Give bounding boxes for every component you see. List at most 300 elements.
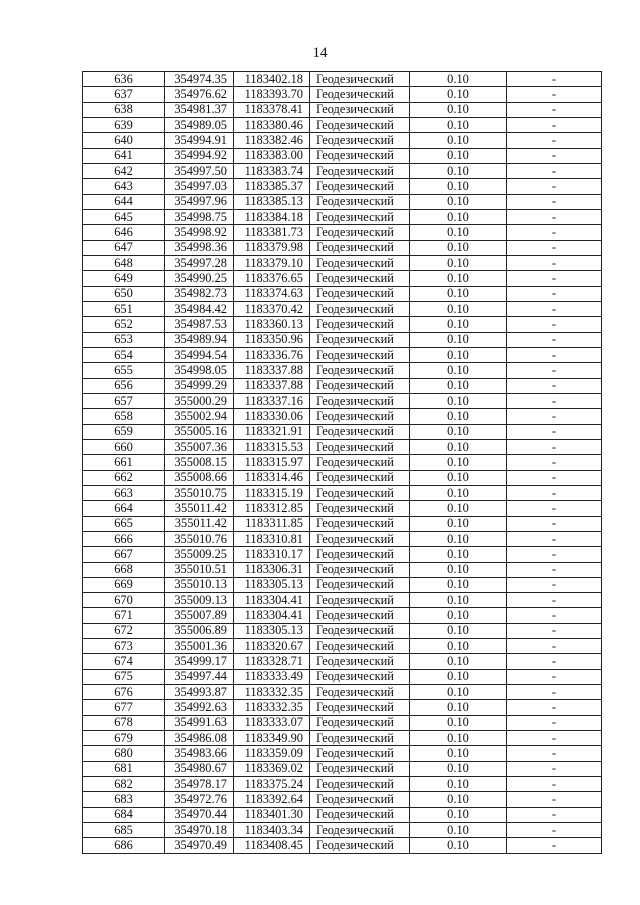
point-number-cell: 646 (83, 225, 165, 240)
accuracy-cell: 0.10 (410, 225, 507, 240)
note-cell: - (507, 792, 602, 807)
y-coordinate-cell: 1183369.02 (234, 761, 310, 776)
table-row (83, 685, 602, 700)
note-cell: - (507, 608, 602, 623)
note-cell: - (507, 194, 602, 209)
table-row (83, 72, 602, 87)
note-cell: - (507, 393, 602, 408)
y-coordinate-cell: 1183379.10 (234, 255, 310, 270)
table-row (83, 209, 602, 224)
note-cell: - (507, 547, 602, 562)
note-cell: - (507, 317, 602, 332)
table-row (83, 194, 602, 209)
table-row (83, 746, 602, 761)
table-row (83, 623, 602, 638)
point-number-cell: 645 (83, 209, 165, 224)
y-coordinate-cell: 1183383.74 (234, 163, 310, 178)
x-coordinate-cell: 355002.94 (165, 409, 234, 424)
note-cell: - (507, 102, 602, 117)
point-number-cell: 640 (83, 133, 165, 148)
method-cell: Геодезический (310, 547, 410, 562)
accuracy-cell: 0.10 (410, 317, 507, 332)
y-coordinate-cell: 1183385.37 (234, 179, 310, 194)
accuracy-cell: 0.10 (410, 685, 507, 700)
method-cell: Геодезический (310, 516, 410, 531)
accuracy-cell: 0.10 (410, 761, 507, 776)
point-number-cell: 650 (83, 286, 165, 301)
x-coordinate-cell: 354998.75 (165, 209, 234, 224)
point-number-cell: 653 (83, 332, 165, 347)
point-number-cell: 667 (83, 547, 165, 562)
y-coordinate-cell: 1183328.71 (234, 654, 310, 669)
note-cell: - (507, 639, 602, 654)
table-row (83, 179, 602, 194)
point-number-cell: 684 (83, 807, 165, 822)
table-row (83, 669, 602, 684)
point-number-cell: 647 (83, 240, 165, 255)
point-number-cell: 677 (83, 700, 165, 715)
accuracy-cell: 0.10 (410, 163, 507, 178)
x-coordinate-cell: 354984.42 (165, 301, 234, 316)
accuracy-cell: 0.10 (410, 731, 507, 746)
note-cell: - (507, 347, 602, 362)
x-coordinate-cell: 355011.42 (165, 501, 234, 516)
table-row (83, 562, 602, 577)
coordinates-table (82, 71, 602, 854)
method-cell: Геодезический (310, 347, 410, 362)
x-coordinate-cell: 355011.42 (165, 516, 234, 531)
x-coordinate-cell: 355010.13 (165, 577, 234, 592)
point-number-cell: 666 (83, 531, 165, 546)
accuracy-cell: 0.10 (410, 562, 507, 577)
method-cell: Геодезический (310, 179, 410, 194)
x-coordinate-cell: 354974.35 (165, 72, 234, 87)
accuracy-cell: 0.10 (410, 485, 507, 500)
method-cell: Геодезический (310, 102, 410, 117)
point-number-cell: 665 (83, 516, 165, 531)
accuracy-cell: 0.10 (410, 347, 507, 362)
y-coordinate-cell: 1183349.90 (234, 731, 310, 746)
y-coordinate-cell: 1183311.85 (234, 516, 310, 531)
note-cell: - (507, 225, 602, 240)
y-coordinate-cell: 1183310.81 (234, 531, 310, 546)
y-coordinate-cell: 1183408.45 (234, 838, 310, 853)
table-row (83, 301, 602, 316)
point-number-cell: 636 (83, 72, 165, 87)
accuracy-cell: 0.10 (410, 807, 507, 822)
y-coordinate-cell: 1183359.09 (234, 746, 310, 761)
y-coordinate-cell: 1183380.46 (234, 117, 310, 132)
method-cell: Геодезический (310, 133, 410, 148)
note-cell: - (507, 117, 602, 132)
point-number-cell: 649 (83, 271, 165, 286)
method-cell: Геодезический (310, 470, 410, 485)
note-cell: - (507, 332, 602, 347)
point-number-cell: 681 (83, 761, 165, 776)
x-coordinate-cell: 355010.76 (165, 531, 234, 546)
method-cell: Геодезический (310, 225, 410, 240)
y-coordinate-cell: 1183310.17 (234, 547, 310, 562)
note-cell: - (507, 777, 602, 792)
note-cell: - (507, 685, 602, 700)
point-number-cell: 654 (83, 347, 165, 362)
note-cell: - (507, 761, 602, 776)
x-coordinate-cell: 355001.36 (165, 639, 234, 654)
point-number-cell: 670 (83, 593, 165, 608)
point-number-cell: 674 (83, 654, 165, 669)
x-coordinate-cell: 354976.62 (165, 87, 234, 102)
point-number-cell: 678 (83, 715, 165, 730)
note-cell: - (507, 715, 602, 730)
note-cell: - (507, 562, 602, 577)
note-cell: - (507, 501, 602, 516)
x-coordinate-cell: 354972.76 (165, 792, 234, 807)
table-row (83, 409, 602, 424)
x-coordinate-cell: 354970.18 (165, 823, 234, 838)
x-coordinate-cell: 354981.37 (165, 102, 234, 117)
point-number-cell: 659 (83, 424, 165, 439)
point-number-cell: 673 (83, 639, 165, 654)
table-row (83, 378, 602, 393)
method-cell: Геодезический (310, 577, 410, 592)
note-cell: - (507, 87, 602, 102)
point-number-cell: 683 (83, 792, 165, 807)
table-row (83, 807, 602, 822)
table-row (83, 823, 602, 838)
x-coordinate-cell: 354997.96 (165, 194, 234, 209)
method-cell: Геодезический (310, 117, 410, 132)
y-coordinate-cell: 1183402.18 (234, 72, 310, 87)
coordinates-table-body (83, 72, 602, 854)
accuracy-cell: 0.10 (410, 746, 507, 761)
note-cell: - (507, 807, 602, 822)
point-number-cell: 661 (83, 455, 165, 470)
x-coordinate-cell: 355007.36 (165, 439, 234, 454)
method-cell: Геодезический (310, 148, 410, 163)
y-coordinate-cell: 1183320.67 (234, 639, 310, 654)
point-number-cell: 685 (83, 823, 165, 838)
y-coordinate-cell: 1183370.42 (234, 301, 310, 316)
accuracy-cell: 0.10 (410, 577, 507, 592)
note-cell: - (507, 746, 602, 761)
point-number-cell: 651 (83, 301, 165, 316)
table-row (83, 731, 602, 746)
x-coordinate-cell: 354994.92 (165, 148, 234, 163)
note-cell: - (507, 823, 602, 838)
accuracy-cell: 0.10 (410, 255, 507, 270)
x-coordinate-cell: 354978.17 (165, 777, 234, 792)
y-coordinate-cell: 1183337.16 (234, 393, 310, 408)
point-number-cell: 639 (83, 117, 165, 132)
y-coordinate-cell: 1183374.63 (234, 286, 310, 301)
y-coordinate-cell: 1183350.96 (234, 332, 310, 347)
y-coordinate-cell: 1183332.35 (234, 685, 310, 700)
x-coordinate-cell: 355009.25 (165, 547, 234, 562)
y-coordinate-cell: 1183378.41 (234, 102, 310, 117)
method-cell: Геодезический (310, 608, 410, 623)
note-cell: - (507, 301, 602, 316)
x-coordinate-cell: 354998.36 (165, 240, 234, 255)
point-number-cell: 668 (83, 562, 165, 577)
point-number-cell: 686 (83, 838, 165, 853)
x-coordinate-cell: 354993.87 (165, 685, 234, 700)
table-row (83, 439, 602, 454)
method-cell: Геодезический (310, 439, 410, 454)
y-coordinate-cell: 1183381.73 (234, 225, 310, 240)
accuracy-cell: 0.10 (410, 209, 507, 224)
y-coordinate-cell: 1183306.31 (234, 562, 310, 577)
x-coordinate-cell: 354998.05 (165, 363, 234, 378)
y-coordinate-cell: 1183401.30 (234, 807, 310, 822)
table-row (83, 608, 602, 623)
accuracy-cell: 0.10 (410, 439, 507, 454)
method-cell: Геодезический (310, 409, 410, 424)
accuracy-cell: 0.10 (410, 700, 507, 715)
table-row (83, 516, 602, 531)
table-row (83, 332, 602, 347)
accuracy-cell: 0.10 (410, 501, 507, 516)
note-cell: - (507, 148, 602, 163)
method-cell: Геодезический (310, 731, 410, 746)
point-number-cell: 676 (83, 685, 165, 700)
x-coordinate-cell: 354970.44 (165, 807, 234, 822)
x-coordinate-cell: 354989.94 (165, 332, 234, 347)
accuracy-cell: 0.10 (410, 777, 507, 792)
method-cell: Геодезический (310, 271, 410, 286)
method-cell: Геодезический (310, 332, 410, 347)
y-coordinate-cell: 1183321.91 (234, 424, 310, 439)
method-cell: Геодезический (310, 823, 410, 838)
method-cell: Геодезический (310, 654, 410, 669)
y-coordinate-cell: 1183382.46 (234, 133, 310, 148)
method-cell: Геодезический (310, 363, 410, 378)
point-number-cell: 664 (83, 501, 165, 516)
table-row (83, 470, 602, 485)
accuracy-cell: 0.10 (410, 332, 507, 347)
accuracy-cell: 0.10 (410, 547, 507, 562)
table-row (83, 87, 602, 102)
table-row (83, 485, 602, 500)
method-cell: Геодезический (310, 593, 410, 608)
point-number-cell: 637 (83, 87, 165, 102)
table-row (83, 501, 602, 516)
note-cell: - (507, 163, 602, 178)
x-coordinate-cell: 354997.03 (165, 179, 234, 194)
accuracy-cell: 0.10 (410, 516, 507, 531)
table-row (83, 838, 602, 853)
point-number-cell: 644 (83, 194, 165, 209)
accuracy-cell: 0.10 (410, 363, 507, 378)
note-cell: - (507, 700, 602, 715)
note-cell: - (507, 439, 602, 454)
method-cell: Геодезический (310, 715, 410, 730)
x-coordinate-cell: 354997.44 (165, 669, 234, 684)
y-coordinate-cell: 1183376.65 (234, 271, 310, 286)
method-cell: Геодезический (310, 685, 410, 700)
accuracy-cell: 0.10 (410, 409, 507, 424)
method-cell: Геодезический (310, 286, 410, 301)
note-cell: - (507, 470, 602, 485)
accuracy-cell: 0.10 (410, 72, 507, 87)
accuracy-cell: 0.10 (410, 715, 507, 730)
method-cell: Геодезический (310, 700, 410, 715)
table-row (83, 639, 602, 654)
point-number-cell: 657 (83, 393, 165, 408)
x-coordinate-cell: 354997.50 (165, 163, 234, 178)
x-coordinate-cell: 354990.25 (165, 271, 234, 286)
table-row (83, 255, 602, 270)
y-coordinate-cell: 1183305.13 (234, 577, 310, 592)
method-cell: Геодезический (310, 393, 410, 408)
table-row (83, 133, 602, 148)
table-row (83, 393, 602, 408)
y-coordinate-cell: 1183304.41 (234, 608, 310, 623)
table-row (83, 347, 602, 362)
point-number-cell: 671 (83, 608, 165, 623)
accuracy-cell: 0.10 (410, 301, 507, 316)
table-row (83, 117, 602, 132)
note-cell: - (507, 485, 602, 500)
point-number-cell: 660 (83, 439, 165, 454)
accuracy-cell: 0.10 (410, 593, 507, 608)
note-cell: - (507, 516, 602, 531)
x-coordinate-cell: 354994.91 (165, 133, 234, 148)
y-coordinate-cell: 1183333.49 (234, 669, 310, 684)
method-cell: Геодезический (310, 301, 410, 316)
x-coordinate-cell: 354980.67 (165, 761, 234, 776)
x-coordinate-cell: 354986.08 (165, 731, 234, 746)
accuracy-cell: 0.10 (410, 240, 507, 255)
method-cell: Геодезический (310, 317, 410, 332)
y-coordinate-cell: 1183304.41 (234, 593, 310, 608)
point-number-cell: 652 (83, 317, 165, 332)
point-number-cell: 648 (83, 255, 165, 270)
table-row (83, 148, 602, 163)
accuracy-cell: 0.10 (410, 838, 507, 853)
method-cell: Геодезический (310, 378, 410, 393)
method-cell: Геодезический (310, 163, 410, 178)
accuracy-cell: 0.10 (410, 271, 507, 286)
accuracy-cell: 0.10 (410, 286, 507, 301)
table-row (83, 286, 602, 301)
method-cell: Геодезический (310, 669, 410, 684)
x-coordinate-cell: 354983.66 (165, 746, 234, 761)
method-cell: Геодезический (310, 424, 410, 439)
note-cell: - (507, 72, 602, 87)
point-number-cell: 655 (83, 363, 165, 378)
y-coordinate-cell: 1183360.13 (234, 317, 310, 332)
table-row (83, 761, 602, 776)
accuracy-cell: 0.10 (410, 102, 507, 117)
table-row (83, 700, 602, 715)
method-cell: Геодезический (310, 255, 410, 270)
note-cell: - (507, 623, 602, 638)
point-number-cell: 638 (83, 102, 165, 117)
x-coordinate-cell: 354999.17 (165, 654, 234, 669)
point-number-cell: 675 (83, 669, 165, 684)
y-coordinate-cell: 1183384.18 (234, 209, 310, 224)
table-row (83, 363, 602, 378)
method-cell: Геодезический (310, 455, 410, 470)
note-cell: - (507, 531, 602, 546)
y-coordinate-cell: 1183305.13 (234, 623, 310, 638)
page-number: 14 (312, 45, 328, 61)
point-number-cell: 643 (83, 179, 165, 194)
point-number-cell: 662 (83, 470, 165, 485)
y-coordinate-cell: 1183333.07 (234, 715, 310, 730)
method-cell: Геодезический (310, 485, 410, 500)
note-cell: - (507, 669, 602, 684)
y-coordinate-cell: 1183312.85 (234, 501, 310, 516)
x-coordinate-cell: 355006.89 (165, 623, 234, 638)
y-coordinate-cell: 1183337.88 (234, 363, 310, 378)
accuracy-cell: 0.10 (410, 470, 507, 485)
note-cell: - (507, 731, 602, 746)
table-row (83, 593, 602, 608)
x-coordinate-cell: 355005.16 (165, 424, 234, 439)
y-coordinate-cell: 1183393.70 (234, 87, 310, 102)
note-cell: - (507, 838, 602, 853)
y-coordinate-cell: 1183330.06 (234, 409, 310, 424)
accuracy-cell: 0.10 (410, 133, 507, 148)
method-cell: Геодезический (310, 807, 410, 822)
accuracy-cell: 0.10 (410, 823, 507, 838)
point-number-cell: 642 (83, 163, 165, 178)
method-cell: Геодезический (310, 501, 410, 516)
y-coordinate-cell: 1183403.34 (234, 823, 310, 838)
point-number-cell: 672 (83, 623, 165, 638)
point-number-cell: 641 (83, 148, 165, 163)
y-coordinate-cell: 1183385.13 (234, 194, 310, 209)
note-cell: - (507, 577, 602, 592)
x-coordinate-cell: 355010.75 (165, 485, 234, 500)
table-row (83, 455, 602, 470)
accuracy-cell: 0.10 (410, 654, 507, 669)
table-row (83, 577, 602, 592)
x-coordinate-cell: 355009.13 (165, 593, 234, 608)
note-cell: - (507, 654, 602, 669)
table-row (83, 547, 602, 562)
note-cell: - (507, 409, 602, 424)
x-coordinate-cell: 354997.28 (165, 255, 234, 270)
method-cell: Геодезический (310, 623, 410, 638)
accuracy-cell: 0.10 (410, 455, 507, 470)
x-coordinate-cell: 354999.29 (165, 378, 234, 393)
point-number-cell: 682 (83, 777, 165, 792)
x-coordinate-cell: 354970.49 (165, 838, 234, 853)
method-cell: Геодезический (310, 746, 410, 761)
table-row (83, 163, 602, 178)
accuracy-cell: 0.10 (410, 378, 507, 393)
table-row (83, 225, 602, 240)
point-number-cell: 656 (83, 378, 165, 393)
point-number-cell: 669 (83, 577, 165, 592)
x-coordinate-cell: 354994.54 (165, 347, 234, 362)
note-cell: - (507, 593, 602, 608)
table-row (83, 531, 602, 546)
table-row (83, 240, 602, 255)
y-coordinate-cell: 1183379.98 (234, 240, 310, 255)
point-number-cell: 680 (83, 746, 165, 761)
method-cell: Геодезический (310, 531, 410, 546)
accuracy-cell: 0.10 (410, 194, 507, 209)
y-coordinate-cell: 1183392.64 (234, 792, 310, 807)
x-coordinate-cell: 354987.53 (165, 317, 234, 332)
table-row (83, 777, 602, 792)
point-number-cell: 658 (83, 409, 165, 424)
method-cell: Геодезический (310, 761, 410, 776)
table-row (83, 715, 602, 730)
